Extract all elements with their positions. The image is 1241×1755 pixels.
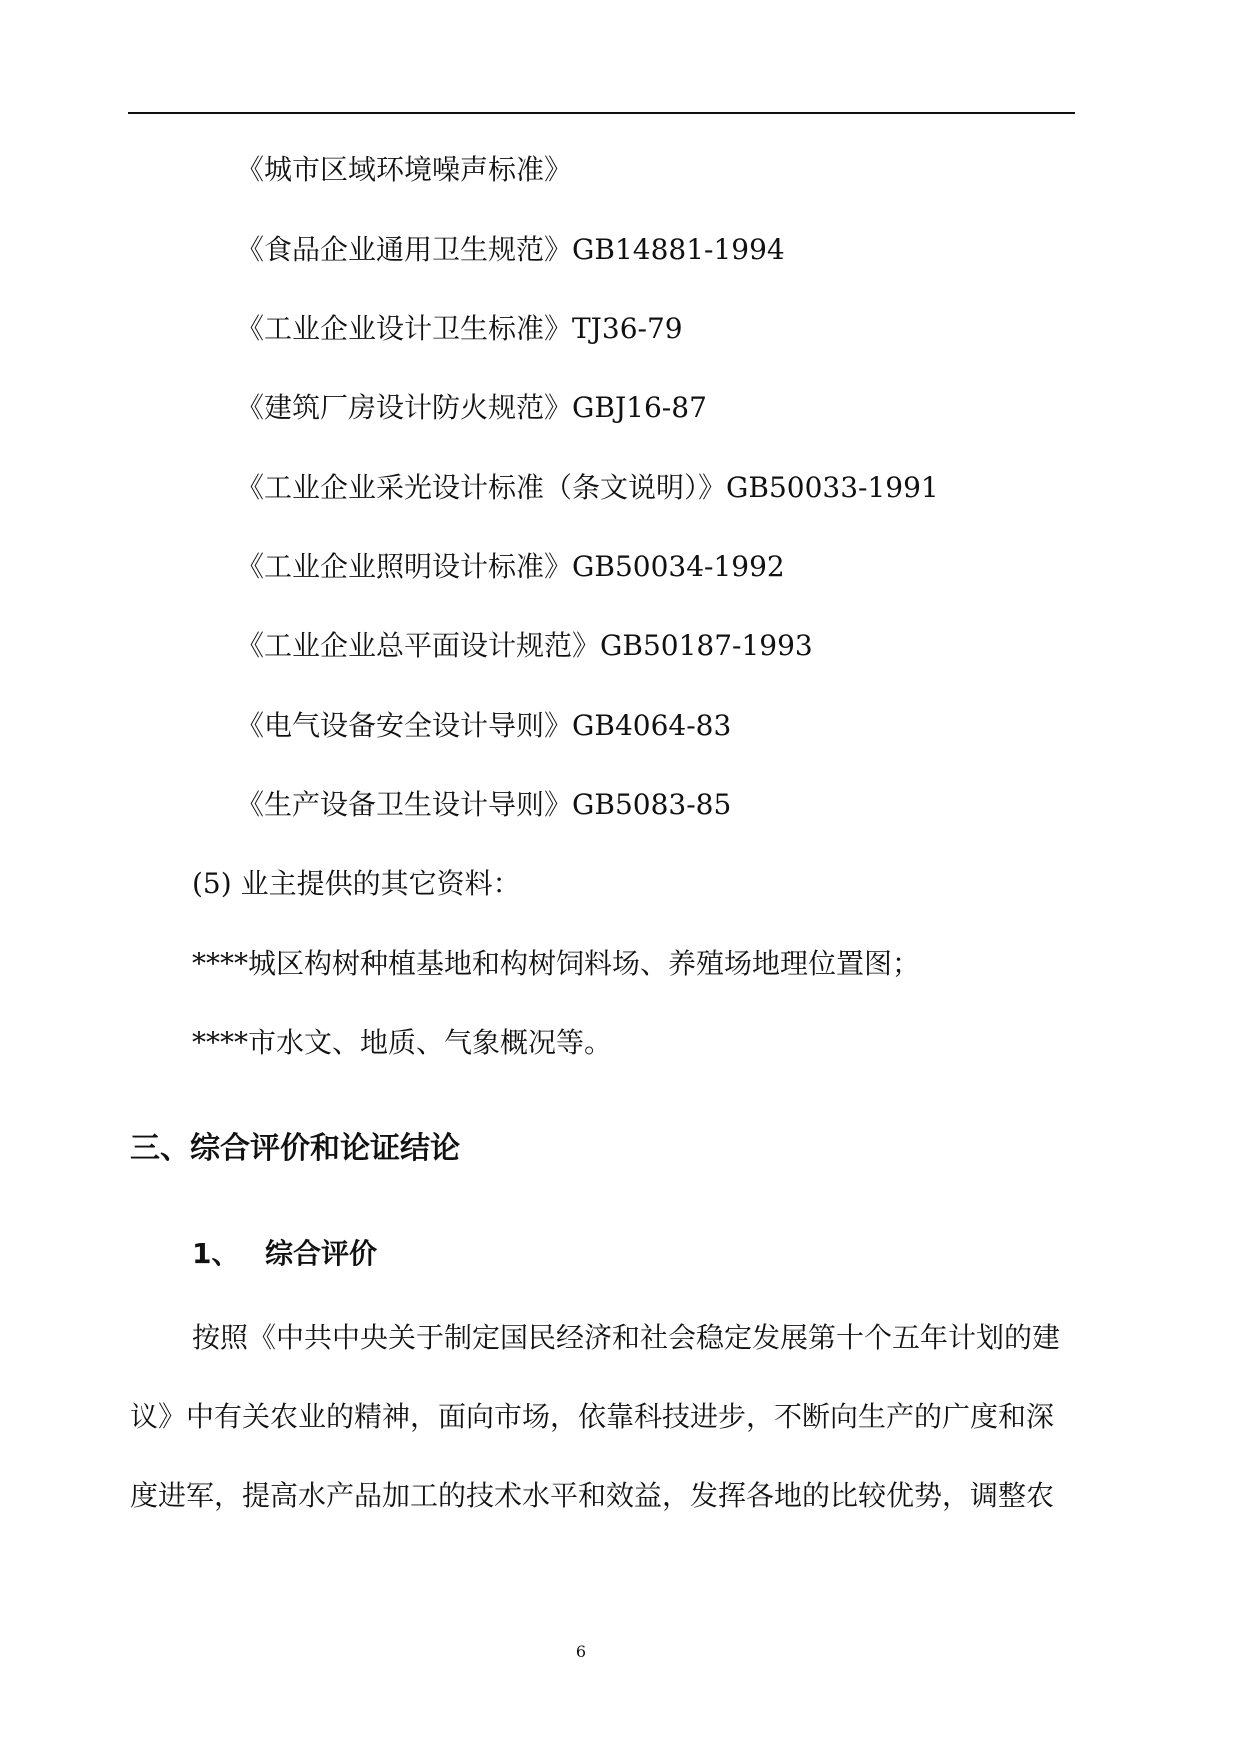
standard-item: 《工业企业设计卫生标准》TJ36-79 (236, 312, 683, 345)
paragraph-line: 度进军，提高水产品加工的技术水平和效益，发挥各地的比较优势，调整农 (130, 1479, 1055, 1512)
page-number: 6 (575, 1642, 587, 1661)
section-heading: 三、综合评价和论证结论 (130, 1131, 460, 1166)
standard-item: 《建筑厂房设计防火规范》GBJ16-87 (236, 391, 707, 424)
paragraph-line: 按照《中共中央关于制定国民经济和社会稳定发展第十个五年计划的建 (192, 1321, 1061, 1354)
standard-item: 《食品企业通用卫生规范》GB14881-1994 (236, 233, 785, 266)
standard-item: 《电气设备安全设计导则》GB4064-83 (236, 709, 732, 742)
standard-item: 《工业企业总平面设计规范》GB50187-1993 (236, 629, 813, 662)
paragraph-line: 议》中有关农业的精神，面向市场，依靠科技进步，不断向生产的广度和深 (130, 1400, 1055, 1433)
header-rule (128, 112, 1075, 114)
standard-item: 《工业企业照明设计标准》GB50034-1992 (236, 550, 785, 583)
subsection-title: 综合评价 (265, 1237, 378, 1270)
owner-materials-label: (5) 业主提供的其它资料： (192, 867, 521, 900)
standard-item: 《工业企业采光设计标准（条文说明）》GB50033-1991 (236, 471, 939, 504)
owner-material-item: ****市水文、地质、气象概况等。 (192, 1026, 613, 1059)
standard-item: 《城市区域环境噪声标准》 (236, 153, 573, 186)
standard-item: 《生产设备卫生设计导则》GB5083-85 (236, 788, 732, 821)
subsection-number: 1、 (192, 1237, 240, 1270)
owner-material-item: ****城区构树种植基地和构树饲料场、养殖场地理位置图； (192, 947, 921, 980)
